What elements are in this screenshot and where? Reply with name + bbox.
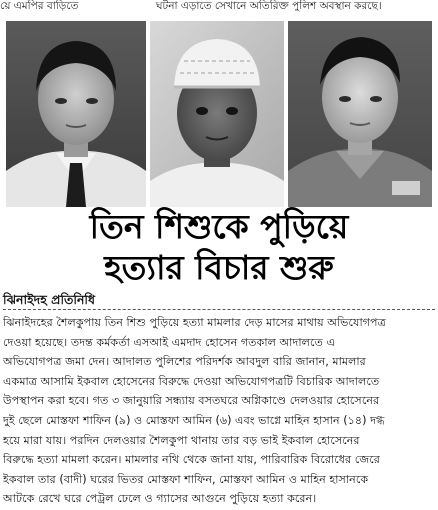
top-fragment-left: য়ে এমপির বাড়িতে [0,0,79,12]
body-line: দেওয়া হয়েছে। তদন্ত কর্মকর্তা এসআই এমদাদ হোসেন গতকাল আদালতে এ [3,335,335,349]
byline-divider [3,309,435,310]
victim-photo-3 [288,21,432,207]
body-line: বিরুদ্ধে হত্যা মামলা করেন। মামলার নথি থেকে জানা যায়, পারিবারিক বিরোধের জেরে [3,453,380,467]
headline-line-1: তিন শিশুকে পুড়িয়ে [89,207,349,246]
victim-photo-2 [150,21,284,207]
photo-row [0,21,438,207]
body-line: হয়ে মারা যায়। পরদিন দেলওয়ার শৈলকুপা থানায় তার বড় ভাই ইকবাল হোসেনের [3,433,360,447]
previous-article-fragment [0,0,438,14]
body-line: অভিযোগপত্র জমা দেন। আদালত পুলিশের পরিদর্শক আবদুল বারি জানান, মামলার [3,355,366,369]
boy-portrait-school-uniform-tie-icon [6,21,146,207]
article-body [3,313,435,509]
boy-portrait-school-uniform-icon [288,21,432,207]
top-fragment-right: ঘটনা এড়াতে সেখানে অতিরিক্ত পুলিশ অবস্থান করছে। [156,0,382,12]
body-line: ইকবাল তার (বাদী) ঘরের ভিতর মোস্তফা শাফিন, মোস্তফা আমিন ও মাহিন হাসানকে [3,472,369,486]
body-line: উপস্থাপন করা হবে। গত ৩ জানুয়ারি সন্ধ্যায় বসতঘরে অগ্নিকাণ্ডে দেলওয়ার হোসেনের [3,394,380,408]
article-headline [0,207,438,289]
headline-line-2: হত্যার বিচার শুরু [104,248,334,287]
body-line: একমাত্র আসামি ইকবাল হোসেনের বিরুদ্ধে দেওয়া অভিযোগপত্রটি বিচারিক আদালতে [3,374,380,388]
body-line: দুই ছেলে মোস্তফা শাফিন (৯) ও মোস্তফা আমিন (৬) এবং ভাগ্নে মাহিন হাসান (১৪) দগ্ধ [3,413,385,427]
boy-portrait-prayer-cap-icon [150,21,284,207]
body-line: আটকে রেখে ঘরে পেট্রল ঢেলে ও গ্যাসের আগুনে পুড়িয়ে হত্যা করেন। [3,492,317,506]
victim-photo-1 [6,21,146,207]
body-line: ঝিনাইদহের শৈলকুপায় তিন শিশু পুড়িয়ে হত্যা মামলার দেড় মাসের মাথায় অভিযোগপত্র [3,316,386,329]
byline: ঝিনাইদহ প্রতিনিধি [3,292,96,307]
